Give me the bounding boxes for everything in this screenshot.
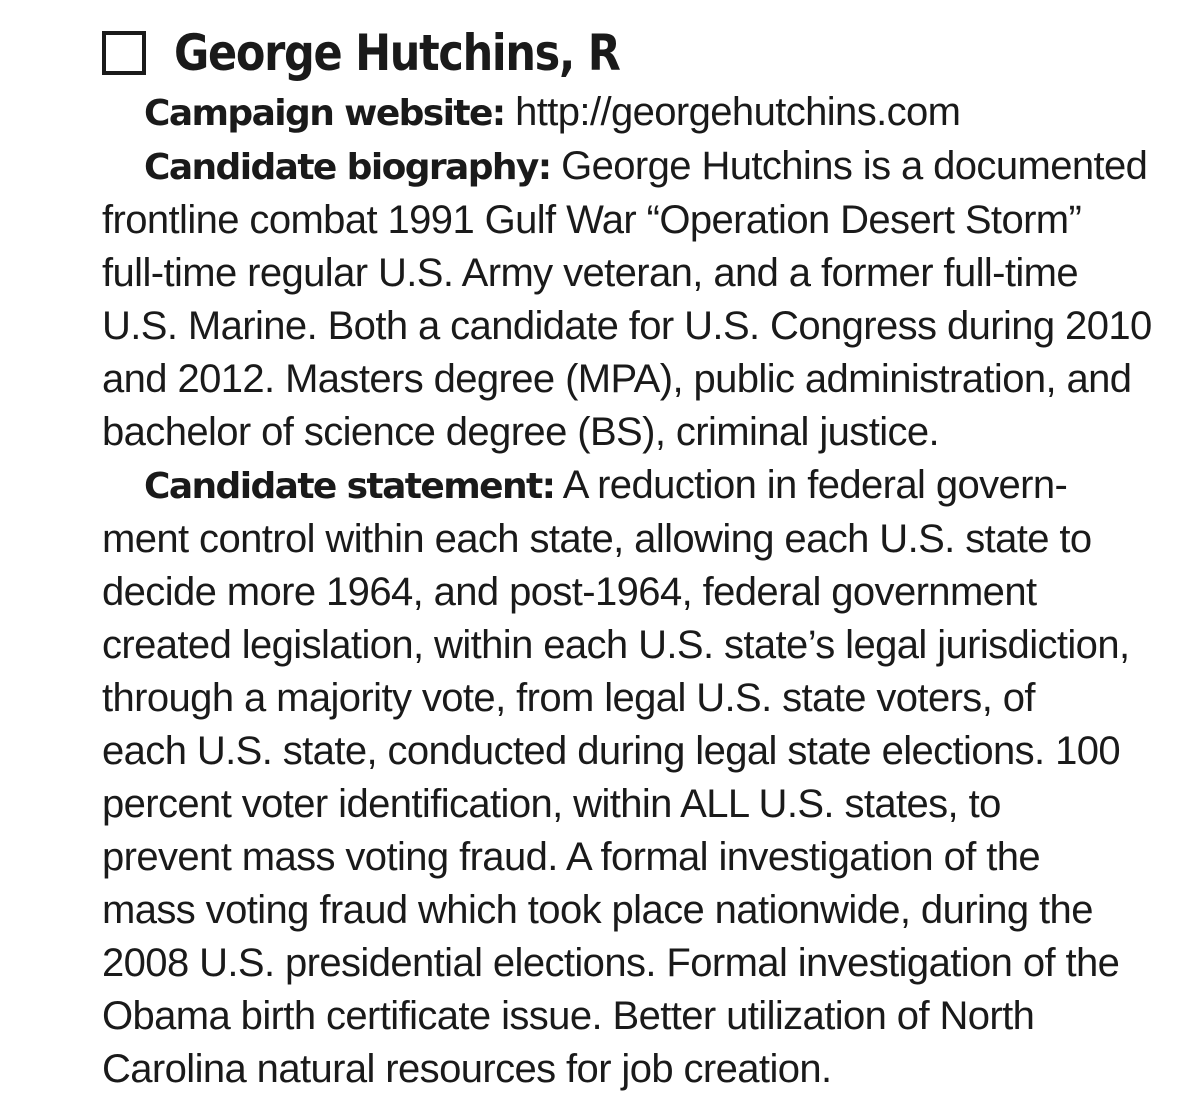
- candidate-header: [102, 14, 1182, 92]
- statement-line: [102, 459, 1182, 513]
- candidate-entry: [102, 14, 1182, 1096]
- bio-line: full-time regular U.S. Army veteran, and a former full-time: [102, 251, 1079, 295]
- bio-line: U.S. Marine. Both a candidate for U.S. Congress during 2010: [102, 304, 1152, 348]
- statement-text: A reduction in federal govern-: [562, 463, 1068, 507]
- bio-text: George Hutchins is a documented: [561, 144, 1148, 188]
- statement-line: mass voting fraud which took place nationwide, during the: [102, 888, 1093, 932]
- statement-line: Carolina natural resources for job creation.: [102, 1047, 832, 1091]
- bio-line: and 2012. Masters degree (MPA), public administration, and: [102, 357, 1132, 401]
- campaign-website-url[interactable]: http://georgehutchins.com: [515, 90, 961, 134]
- candidate-statement: [102, 459, 1182, 1096]
- statement-line: percent voter identification, within ALL U.S. states, to: [102, 782, 1001, 826]
- statement-line: prevent mass voting fraud. A formal investigation of the: [102, 835, 1041, 879]
- bio-line: frontline combat 1991 Gulf War “Operation Desert Storm”: [102, 198, 1082, 242]
- bio-line: bachelor of science degree (BS), criminal justice.: [102, 410, 940, 454]
- statement-line: Obama birth certificate issue. Better utilization of North: [102, 994, 1035, 1038]
- ballot-checkbox[interactable]: [102, 31, 146, 75]
- candidate-biography-label: Candidate biography:: [144, 147, 551, 188]
- statement-line: through a majority vote, from legal U.S. state voters, of: [102, 676, 1035, 720]
- candidate-statement-label: Candidate statement:: [144, 466, 555, 507]
- candidate-biography: [102, 140, 1182, 459]
- statement-line: 2008 U.S. presidential elections. Formal investigation of the: [102, 941, 1120, 985]
- statement-line: created legislation, within each U.S. state’s legal jurisdiction,: [102, 623, 1130, 667]
- statement-line: decide more 1964, and post-1964, federal government: [102, 570, 1037, 614]
- statement-line: ment control within each state, allowing each U.S. state to: [102, 517, 1092, 561]
- bio-line: [102, 140, 1182, 194]
- candidate-name: George Hutchins, R: [174, 24, 620, 82]
- statement-line: each U.S. state, conducted during legal state elections. 100: [102, 729, 1121, 773]
- campaign-website-label: Campaign website:: [144, 93, 505, 134]
- campaign-website: [102, 86, 1182, 140]
